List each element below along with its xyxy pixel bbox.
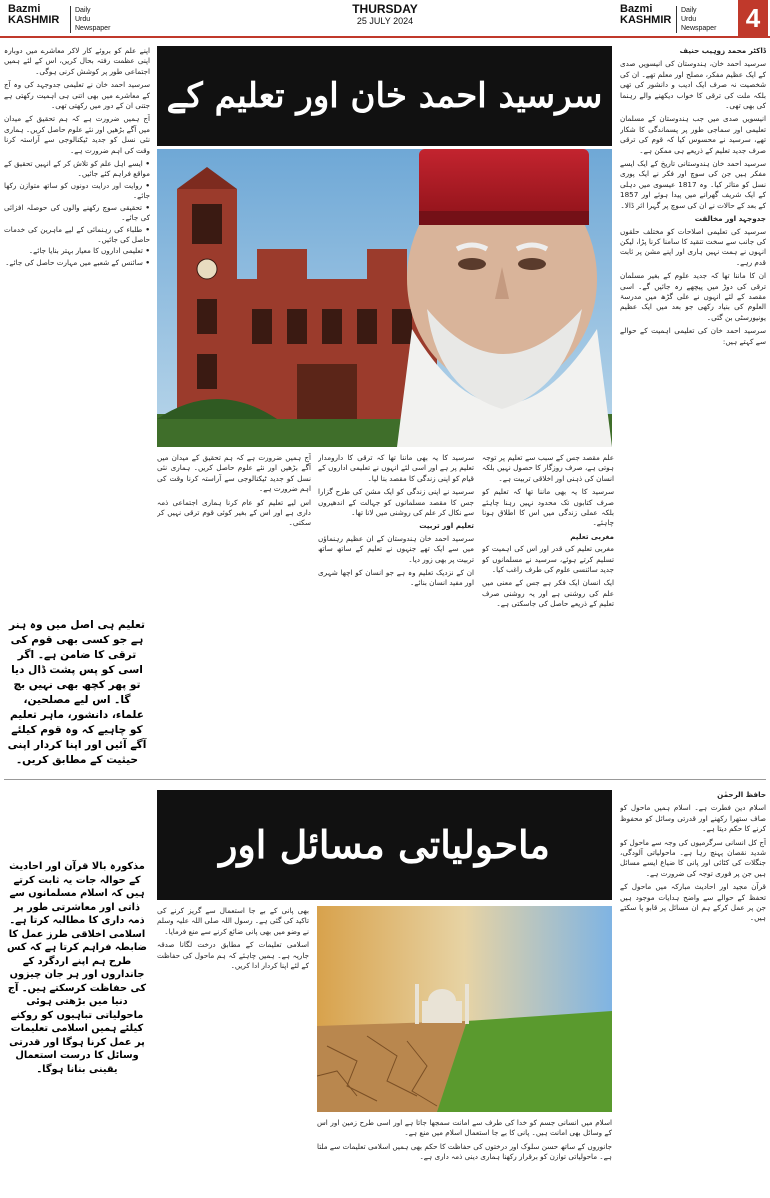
article2-pull-quote: مذکورہ بالا قرآن اور احادیث کے حوالہ جات یہ ثابت کرتے ہیں کہ اسلام مسلمانوں سے ذاتی اور معاشرتی طور پر ذمہ داری کا مطالبہ کرتا ہے۔ اسلامی اخلاقی طرز عمل کا ضابطہ فراہم کرتا ہے کہ کس طرح ہم اپنے اردگرد کے جانداروں اور ہر جان چیزوں کی حفاظت کرسکتے ہیں۔ آج دنیا میں بڑھتی ہوئی ماحولیاتی تباہیوں کو روکنے کیلئے ہمیں اسلامی تعلیمات پر عمل کرنا ہوگا اور قدرتی وسائل کا درست استعمال یقینی بنانا ہوگا۔: [6, 861, 148, 1075]
paragraph: اسلام میں انسانی جسم کو خدا کی طرف سے امانت سمجھا جاتا ہے اور اسی طرح زمین اور اس کے وسائل بھی امانت ہیں۔ پانی کا بے جا استعمال اسلام میں منع ہے۔: [317, 1118, 612, 1138]
brand-right: [620, 3, 717, 32]
paragraph: سرسید احمد خان ہندوستانی تاریخ کے ایک ایسے مفکر ہیں جن کی سوچ اور فکر نے ایک پوری نسل کو متاثر کیا۔ وہ 1817 عیسوی میں دہلی کے ایک شریف گھرانے میں پیدا ہوئے اور 1857 کے بعد کے حالات نے ان کی سوچ پر گہرا اثر ڈالا۔: [620, 159, 766, 210]
paragraph: بھی پانی کے بے جا استعمال سے گریز کرنے کی تاکید کی گئی ہے۔ رسول اللہ صلی اللہ علیہ وسلم نے وضو میں بھی پانی ضائع کرنے سے منع فرمایا۔: [157, 906, 309, 936]
brand-name-line1: Bazmi: [8, 3, 41, 15]
paragraph: انیسویں صدی میں جب ہندوستان کے مسلمان تعلیمی اور سماجی طور پر پسماندگی کا شکار تھے، سرسید نے محسوس کیا کہ قوم کی ترقی صرف جدید تعلیم کے ذریعے ہی ممکن ہے۔: [620, 114, 766, 155]
paragraph: اسلامی تعلیمات کے مطابق درخت لگانا صدقہ جاریہ ہے۔ ہمیں چاہئے کہ ہم ماحول کی حفاظت کے لئے اپنا کردار ادا کریں۔: [157, 940, 309, 971]
subheading: جدوجہد اور مخالفت: [694, 214, 766, 224]
paragraph: ایک انسان ایک فکر ہے جس کے معنی میں علم کی روشنی ہے اور یہ روشنی صرف تعلیم کے ذریعے حاصل کی جاسکتی ہے۔: [482, 578, 614, 609]
page-number: 4: [738, 0, 768, 36]
paragraph: آج کل انسانی سرگرمیوں کی وجہ سے ماحول کو شدید نقصان پہنچ رہا ہے۔ ماحولیاتی آلودگی، جنگلات کی کٹائی اور پانی کا ضیاع ایسے مسائل ہیں جن پر فوری توجہ کی ضرورت ہے۔: [620, 837, 766, 878]
article1-col-right: [620, 46, 766, 746]
brand-tagline: [70, 6, 110, 33]
urdu-newspaper-label: Urdu Newspaper: [681, 16, 717, 32]
recommendations-list: [4, 159, 150, 268]
section-divider: [4, 779, 766, 780]
article1-col-mid3: [157, 453, 311, 773]
list-item: • سائنس کے شعبے میں مہارت حاصل کی جائے۔: [4, 258, 150, 268]
paragraph: سرسید کا یہ بھی ماننا تھا کہ تعلیم کو صرف کتابوں تک محدود نہیں رہنا چاہئے بلکہ عملی زندگی میں اس کا اطلاق ہونا چاہئے۔: [482, 487, 614, 528]
paragraph: سرسید نے اپنی زندگی کو ایک مشن کی طرح گزارا جس کا مقصد مسلمانوں کو جہالت کے اندھیروں سے نکال کر علم کی روشنی میں لانا تھا۔: [318, 487, 474, 518]
sir-syed-photo: [157, 149, 612, 447]
paragraph: اسلام دین فطرت ہے۔ اسلام ہمیں ماحول کو صاف ستھرا رکھنے اور قدرتی وسائل کو محفوظ کرنے کا حکم دیتا ہے۔: [620, 803, 766, 834]
brand-left: [8, 3, 111, 32]
paragraph: سرسید احمد خان نے تعلیمی جدوجہد کی وہ آج کے معاشرے میں بھی اتنی ہی اہمیت رکھتی ہے جتنی ان کے دور میں رکھتی تھی۔: [4, 80, 150, 111]
paragraph: ان کے نزدیک تعلیم وہ ہے جو انسان کو اچھا شہری اور مفید انسان بنائے۔: [318, 568, 474, 588]
paragraph: اس لیے تعلیم کو عام کرنا ہماری اجتماعی ذمہ داری ہے اور اس کے بغیر کوئی قوم ترقی نہیں کر سکتی۔: [157, 497, 311, 528]
article1-pull-quote: تعلیم ہی اصل میں وہ ہنر ہے جو کسی بھی قوم کی ترقی کا ضامن ہے۔ اگر اسی کو پس پشت ڈال دیا تو پھر کچھ بھی نہیں بچ گا۔ اس لیے مصلحین، علماء، دانشور، ماہر تعلیم کو چاہیے کہ وہ قوم کیلئے آگے آئیں اور اپنا کردار اپنی حیثیت کے مطابق کریں۔: [7, 619, 147, 766]
brand-name-line1: Bazmi: [620, 3, 653, 15]
paragraph: ان کا ماننا تھا کہ جدید علوم کے بغیر مسلمان ترقی کی دوڑ میں پیچھے رہ جائیں گے۔ اسی مقصد کے لئے انہوں نے علی گڑھ میں مدرسۃ العلوم کی بنیاد رکھی جو بعد میں ایک عظیم یونیورسٹی بن گئی۔: [620, 271, 766, 322]
paragraph: آج ہمیں ضرورت ہے کہ ہم تحقیق کے میدان میں آگے بڑھیں اور نئے علوم حاصل کریں۔ ہماری نئی نسل کو جدید ٹیکنالوجی سے آراستہ کرنا وقت کی اہم ضرورت ہے۔: [157, 453, 311, 494]
article2-col-center: [317, 1118, 612, 1196]
article2-author: حافظ الرحمٰن: [717, 790, 766, 799]
brand-tagline: [676, 6, 716, 33]
paragraph: سرسید احمد خان کی تعلیمی اہمیت کے حوالے سے کہتے ہیں:: [620, 326, 766, 346]
paragraph: سرسید احمد خان ہندوستان کے ان عظیم رہنماؤں میں سے ایک تھے جنہوں نے تعلیم کے ساتھ ساتھ تربیت پر بھی زور دیا۔: [318, 533, 474, 564]
paragraph: سرسید احمد خان، ہندوستان کی انیسویں صدی کے ایک عظیم مفکر، مصلح اور معلم تھے۔ ان کی شخصیت نہ صرف ایک ادیب و دانشور کی تھی بلکہ ملت کی ترقی کا خواب دیکھنے والے رہنما کی بھی تھی۔: [620, 59, 766, 111]
list-item: • ایسے اہل علم کو تلاش کر کے انہیں تحقیق کے مواقع فراہم کئے جائیں۔: [4, 159, 150, 180]
article1-author: ڈاکٹر محمد زوہیب حنیف: [679, 46, 766, 55]
article2-col-right: [620, 790, 766, 1195]
article1-col-mid1: [482, 453, 614, 773]
list-item: • تحقیقی سوچ رکھنے والوں کی حوصلہ افزائی کی جائے۔: [4, 203, 150, 224]
brand-name-line2: KASHMIR: [8, 14, 60, 26]
list-item: • تعلیمی اداروں کا معیار بہتر بنایا جائے۔: [4, 246, 150, 256]
paragraph: اپنے علم کو بروئے کار لاکر معاشرے میں دوبارہ اپنی عظمت رفتہ بحال کریں، اس کے لئے ہمیں اجتماعی طور پر کوشش کرنی ہوگی۔: [4, 46, 150, 76]
issue-date: [320, 2, 450, 26]
paragraph: علم مقصد جس کے سبب سے تعلیم پر توجہ ہوتی ہے، صرف روزگار کا حصول نہیں بلکہ انسان کی ذہنی اور اخلاقی تربیت ہے۔: [482, 453, 614, 483]
subheading: مغربی تعلیم: [570, 531, 614, 541]
paragraph: آج ہمیں ضرورت ہے کہ ہم تحقیق کے میدان میں آگے بڑھیں اور نئے علوم حاصل کریں۔ ہماری نئی نسل کو جدید ٹیکنالوجی سے آراستہ کرنا وقت کی اہم ضرورت ہے۔: [4, 114, 150, 155]
article1-photo: [157, 149, 612, 447]
paragraph: قرآن مجید اور احادیث مبارکہ میں ماحول کے تحفظ کے حوالے سے واضح ہدایات موجود ہیں جن پر عمل کرکے ہم ان مسائل پر قابو پا سکتے ہیں۔: [620, 882, 766, 923]
article1-col-left: [4, 46, 150, 611]
daily-label: Daily: [681, 7, 697, 14]
list-item: • طلباء کی رہنمائی کے لیے ماہرین کی خدمات حاصل کی جائیں۔: [4, 225, 150, 246]
article1-headline: سرسید احمد خان اور تعلیم کے: [157, 46, 612, 146]
daily-label: Daily: [75, 7, 91, 14]
article2-photo: [317, 906, 612, 1112]
masthead: [0, 0, 770, 38]
subheading: تعلیم اور تربیت: [419, 521, 474, 531]
article2-col-left: [157, 906, 309, 1196]
issue-day: THURSDAY: [352, 2, 418, 16]
environment-photo: [317, 906, 612, 1112]
list-item: • روایت اور درایت دونوں کو ساتھ متوازن رکھا جائے۔: [4, 181, 150, 202]
paragraph: سرسید کی تعلیمی اصلاحات کو مختلف حلقوں کی جانب سے سخت تنقید کا سامنا کرنا پڑا، لیکن انہوں نے ہمت نہیں ہاری اور اپنے مشن پر ثابت قدم رہے۔: [620, 226, 766, 267]
paragraph: مغربی تعلیم کی قدر اور اس کی اہمیت کو تسلیم کرتے ہوئے، سرسید نے مسلمانوں کو جدید سائنسی علوم کی طرف راغب کیا۔: [482, 544, 614, 575]
article1-col-mid2: [318, 453, 474, 773]
paragraph: سرسید کا یہ بھی ماننا تھا کہ ترقی کا دارومدار تعلیم پر ہے اور اسی لئے انہوں نے تعلیمی اداروں کے قیام کو اپنی زندگی کا مقصد بنا لیا۔: [318, 453, 474, 483]
issue-date-text: 25 JULY 2024: [356, 16, 414, 26]
brand-name-line2: KASHMIR: [620, 14, 672, 26]
urdu-newspaper-label: Urdu Newspaper: [75, 16, 111, 32]
paragraph: جانوروں کے ساتھ حسن سلوک اور درختوں کی حفاظت کا حکم بھی ہمیں اسلامی تعلیمات سے ملتا ہے۔ ماحولیاتی توازن کو برقرار رکھنا ہماری دینی ذمہ داری ہے۔: [317, 1141, 612, 1162]
article2-headline: ماحولیاتی مسائل اور: [157, 790, 612, 900]
